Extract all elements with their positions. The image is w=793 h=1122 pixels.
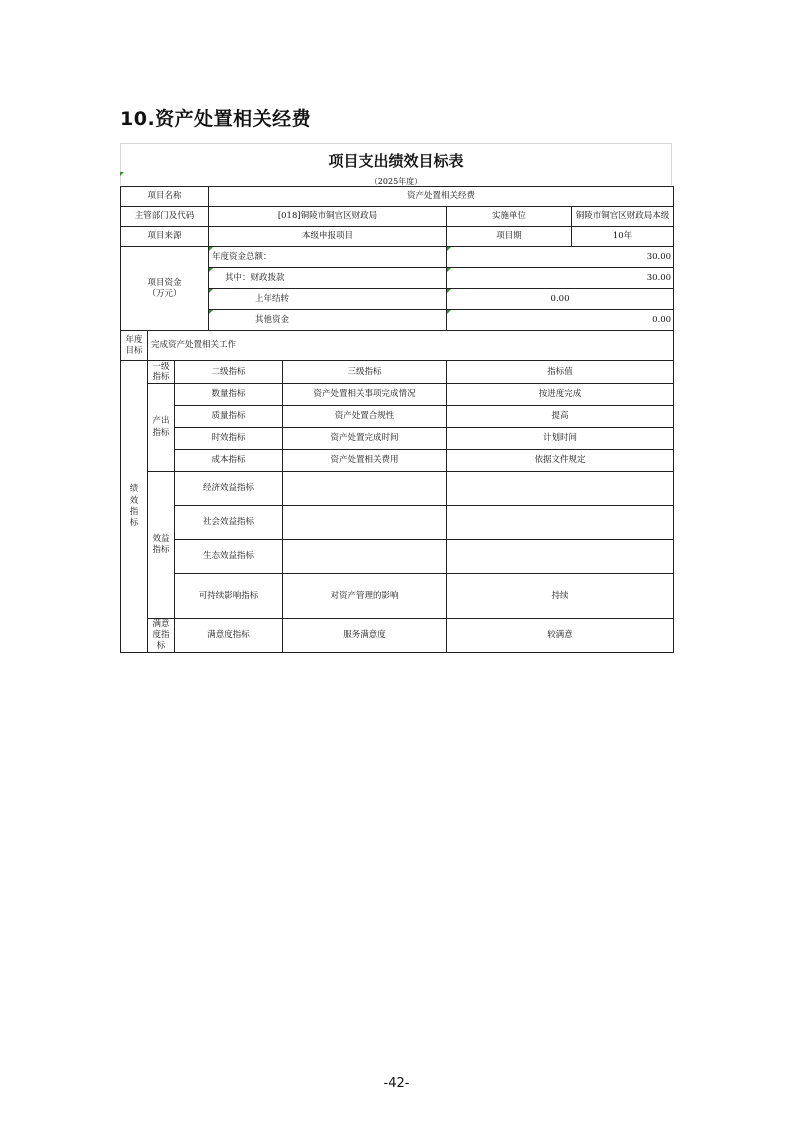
funds-fiscal-value: 30.00 xyxy=(447,268,674,289)
funds-other-label: 其他资金 xyxy=(209,310,447,331)
satisfaction-level3: 服务满意度 xyxy=(283,619,447,653)
period-label: 项目期 xyxy=(447,227,572,247)
project-name-value: 资产处置相关经费 xyxy=(209,187,674,207)
project-name-label: 项目名称 xyxy=(121,187,209,207)
table-row xyxy=(121,207,674,227)
table-row xyxy=(121,540,674,574)
output-value: 按进度完成 xyxy=(447,384,674,406)
benefit-level2: 经济效益指标 xyxy=(175,472,283,506)
benefit-level2: 社会效益指标 xyxy=(175,506,283,540)
funds-label: 项目资金（万元） xyxy=(121,247,209,331)
source-label: 项目来源 xyxy=(121,227,209,247)
table-row xyxy=(121,247,674,268)
dept-label: 主管部门及代码 xyxy=(121,207,209,227)
satisfaction-level2: 满意度指标 xyxy=(175,619,283,653)
output-level2: 成本指标 xyxy=(175,450,283,472)
dept-value: [018]铜陵市铜官区财政局 xyxy=(209,207,447,227)
funds-total-label: 年度资金总额： xyxy=(209,247,447,268)
output-value: 提高 xyxy=(447,406,674,428)
annual-goal-value: 完成资产处置相关工作 xyxy=(148,331,674,361)
output-value: 计划时间 xyxy=(447,428,674,450)
table-row xyxy=(121,227,674,247)
benefit-level3 xyxy=(283,472,447,506)
benefit-level2: 可持续影响指标 xyxy=(175,574,283,619)
table-row xyxy=(121,361,674,384)
table-row xyxy=(121,406,674,428)
output-value: 依据文件规定 xyxy=(447,450,674,472)
benefit-value: 持续 xyxy=(447,574,674,619)
impl-label: 实施单位 xyxy=(447,207,572,227)
output-level3: 资产处置相关费用 xyxy=(283,450,447,472)
benefit-level3: 对资产管理的影响 xyxy=(283,574,447,619)
output-level3: 资产处置合规性 xyxy=(283,406,447,428)
funds-carry-value: 0.00 xyxy=(447,289,674,310)
output-level3: 资产处置完成时间 xyxy=(283,428,447,450)
output-level2: 数量指标 xyxy=(175,384,283,406)
output-level2: 质量指标 xyxy=(175,406,283,428)
table-row xyxy=(121,450,674,472)
impl-value: 铜陵市铜官区财政局本级 xyxy=(572,207,674,227)
benefit-value xyxy=(447,540,674,574)
table-row xyxy=(121,384,674,406)
output-level3: 资产处置相关事项完成情况 xyxy=(283,384,447,406)
benefit-level3 xyxy=(283,506,447,540)
table-row xyxy=(121,187,674,207)
performance-goal-table xyxy=(120,186,674,653)
perf-indicator-label: 绩效指标 xyxy=(121,361,148,653)
page-number: -42- xyxy=(383,1076,410,1091)
benefit-level2: 生态效益指标 xyxy=(175,540,283,574)
output-level2: 时效指标 xyxy=(175,428,283,450)
header-level1: 一级指标 xyxy=(148,361,175,384)
table-year: （2025年度） xyxy=(369,177,423,186)
section-heading: 10.资产处置相关经费 xyxy=(120,108,312,130)
period-value: 10年 xyxy=(572,227,674,247)
satisfaction-value: 较满意 xyxy=(447,619,674,653)
satisfaction-indicator-label: 满意度指标 xyxy=(148,619,175,653)
table-row xyxy=(121,506,674,540)
funds-other-value: 0.00 xyxy=(447,310,674,331)
table-row xyxy=(121,428,674,450)
table-row xyxy=(121,574,674,619)
header-level2: 二级指标 xyxy=(175,361,283,384)
table-title: 项目支出绩效目标表 xyxy=(328,152,464,170)
table-row xyxy=(121,472,674,506)
funds-fiscal-label: 其中：财政拨款 xyxy=(209,268,447,289)
annual-goal-label: 年度目标 xyxy=(121,331,148,361)
header-level3: 三级指标 xyxy=(283,361,447,384)
source-value: 本级申报项目 xyxy=(209,227,447,247)
funds-carry-label: 上年结转 xyxy=(209,289,447,310)
benefit-value xyxy=(447,472,674,506)
funds-total-value: 30.00 xyxy=(447,247,674,268)
benefit-value xyxy=(447,506,674,540)
benefit-indicator-label: 效益指标 xyxy=(148,472,175,619)
output-indicator-label: 产出指标 xyxy=(148,384,175,472)
header-value: 指标值 xyxy=(447,361,674,384)
table-row xyxy=(121,619,674,653)
benefit-level3 xyxy=(283,540,447,574)
table-row xyxy=(121,331,674,361)
